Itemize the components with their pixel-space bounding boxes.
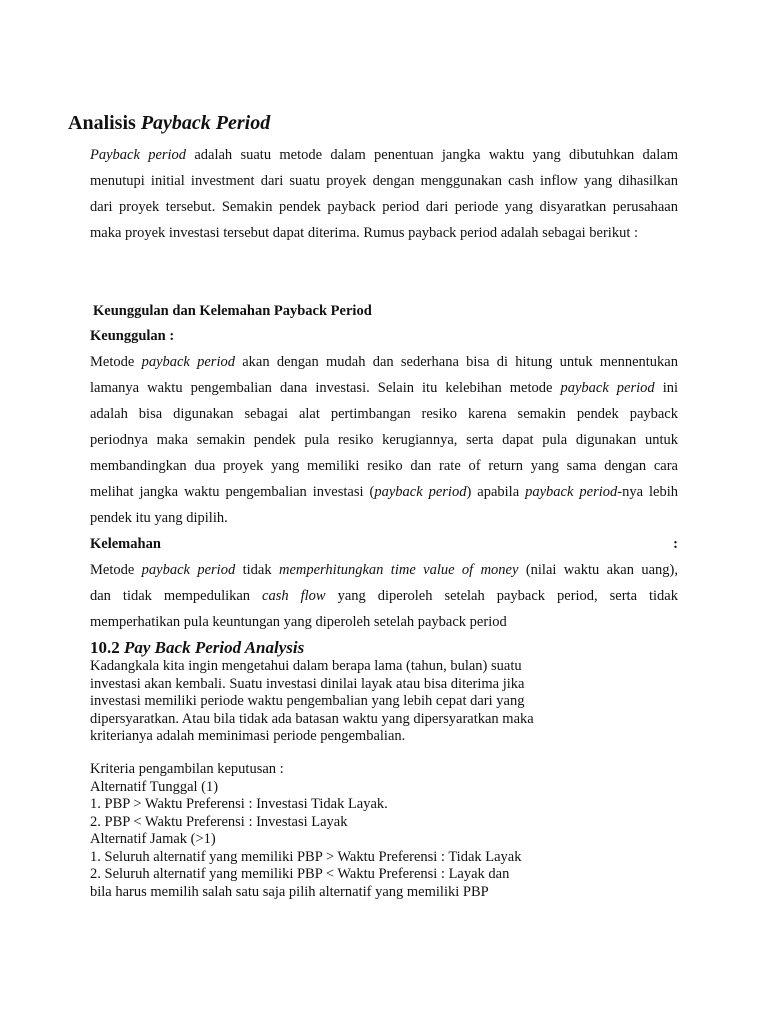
text-run: akan dengan mudah dan sederhana bisa di hitung untuk mennentukan (234, 354, 678, 370)
kelemahan-line-1 (90, 557, 678, 583)
section-line-1: Kadangkala kita ingin mengetahui dalam berapa lama (tahun, bulan) suatu (90, 658, 522, 674)
keunggulan-kelemahan-heading: Keunggulan dan Kelemahan Payback Period (93, 303, 372, 319)
keunggulan-line-5: membandingkan dua proyek yang memiliki resiko dan rate of return yang sama dengan cara (90, 458, 678, 474)
kelemahan-paragraph (90, 557, 678, 635)
text-run: Metode (90, 354, 142, 370)
keunggulan-line-6 (90, 479, 678, 505)
section-number: 10.2 (90, 638, 124, 657)
italic-term: payback period (560, 380, 655, 396)
criteria-item: 2. PBP < Waktu Preferensi : Investasi Layak (90, 813, 348, 830)
criteria-group-single: Alternatif Tunggal (1) (90, 778, 219, 795)
criteria-group-multiple: Alternatif Jamak (>1) (90, 831, 216, 847)
text-run: dan tidak mempedulikan (90, 588, 263, 604)
keunggulan-line-2 (90, 375, 678, 401)
text-run: yang diperoleh setelah payback period, serta tidak (325, 588, 678, 604)
intro-term: Payback period (90, 147, 187, 163)
kelemahan-line-2 (90, 583, 678, 609)
keunggulan-line-1 (90, 349, 678, 375)
italic-term: payback period (525, 484, 618, 500)
section-line-4: dipersyaratkan. Atau bila tidak ada batasan waktu yang dipersyaratkan maka (90, 710, 534, 727)
text-run: -nya lebih (617, 484, 678, 500)
keunggulan-label: Keunggulan : (90, 328, 175, 344)
italic-term: payback period (374, 484, 467, 500)
intro-line-1 (90, 142, 678, 168)
section-paragraph (90, 658, 534, 746)
criteria-item: 2. Seluruh alternatif yang memiliki PBP < Waktu Preferensi : Layak dan (90, 866, 510, 882)
italic-term: memperhitungkan time value of money (278, 562, 519, 578)
keunggulan-line-7: pendek itu yang dipilih. (90, 510, 228, 526)
kelemahan-label-row (90, 534, 678, 554)
criteria-list (90, 761, 521, 901)
keunggulan-line-3: adalah bisa digunakan sebagai alat pertimbangan resiko karena semakin pendek payback (90, 406, 678, 422)
criteria-item: 1. Seluruh alternatif yang memiliki PBP > Waktu Preferensi : Tidak Layak (90, 848, 522, 865)
text-run: ini (654, 380, 678, 396)
keunggulan-line-4: periodnya maka semakin pendek pula resiko kerugiannya, serta dapat pula digunakan untuk (90, 432, 678, 448)
text-run: melihat jangka waktu pengembalian investasi ( (90, 484, 375, 500)
kelemahan-colon: : (673, 536, 678, 552)
intro-line-4: maka proyek investasi tersebut dapat diterima. Rumus payback period adalah sebagai berikut : (90, 225, 639, 241)
page-title (68, 111, 270, 135)
section-title-text: Pay Back Period Analysis (124, 638, 305, 657)
criteria-item-continued: bila harus memilih salah satu saja pilih alternatif yang memiliki PBP (90, 883, 489, 900)
criteria-item: 1. PBP > Waktu Preferensi : Investasi Tidak Layak. (90, 796, 388, 812)
kelemahan-label: Kelemahan (90, 536, 161, 552)
kelemahan-line-3: memperhatikan pula keuntungan yang diperoleh setelah payback period (90, 614, 507, 630)
section-line-3: investasi memiliki periode waktu pengembalian yang lebih cepat dari yang (90, 693, 525, 709)
intro-line-3: dari proyek tersebut. Semakin pendek payback period dari periode yang disyaratkan perusahaan (90, 199, 678, 215)
intro-paragraph (90, 142, 678, 246)
intro-line-2: menutupi initial investment dari suatu proyek dengan menggunakan cash inflow yang dihasilkan (90, 173, 678, 189)
italic-term: payback period (141, 354, 235, 370)
criteria-heading: Kriteria pengambilan keputusan : (90, 761, 284, 777)
section-line-2: investasi akan kembali. Suatu investasi dinilai layak atau bisa diterima jika (90, 675, 525, 692)
italic-term: payback period (141, 562, 236, 578)
keunggulan-paragraph (90, 349, 678, 531)
text-run: ) apabila (466, 484, 526, 500)
text-run: lamanya waktu pengembalian dana investasi. Selain itu kelebihan metode (90, 380, 561, 396)
section-title (90, 637, 304, 659)
text-run: (nilai waktu akan uang), (518, 562, 678, 578)
title-plain: Analisis (68, 112, 141, 134)
title-italic: Payback Period (140, 112, 271, 134)
text-run: tidak (235, 562, 279, 578)
section-line-5: kriterianya adalah meminimasi periode pengembalian. (90, 728, 406, 744)
text-run: Metode (90, 562, 142, 578)
italic-term: cash flow (262, 588, 326, 604)
intro-line-1-text: adalah suatu metode dalam penentuan jangka waktu yang dibutuhkan dalam (186, 147, 678, 163)
